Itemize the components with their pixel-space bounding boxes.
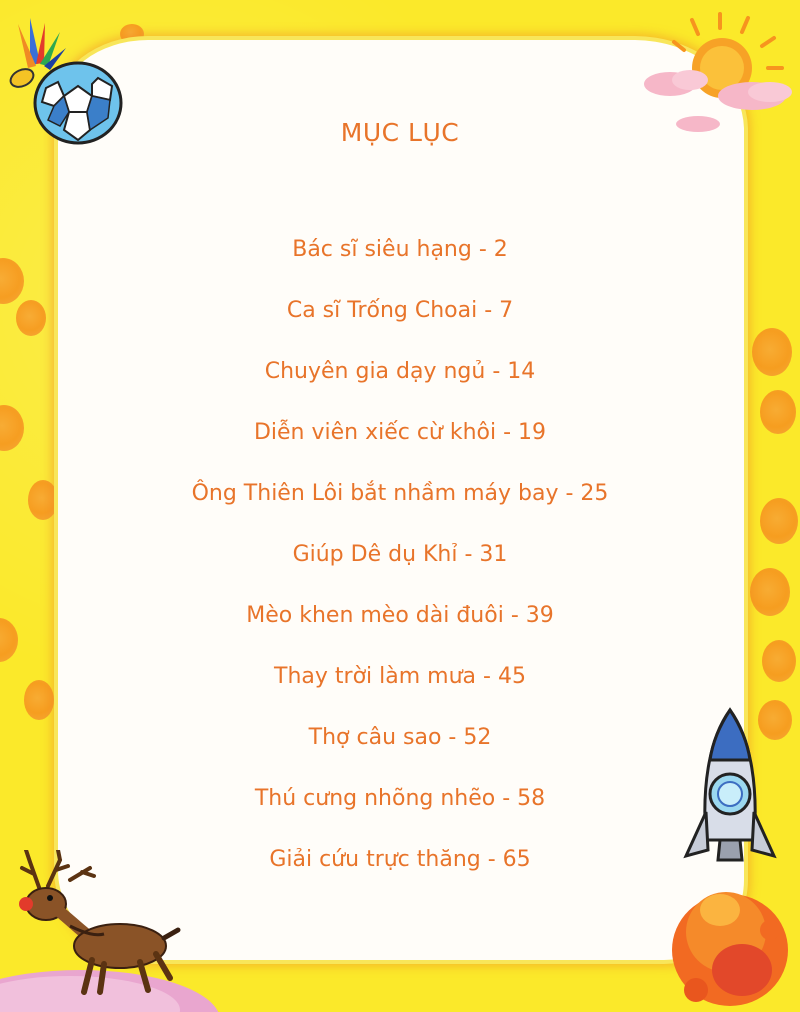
toc-item[interactable]: Diễn viên xiếc cừ khôi - 19 <box>253 420 547 445</box>
toc-item[interactable]: Ca sĩ Trống Choai - 7 <box>286 298 514 323</box>
toc-item[interactable]: Thay trời làm mưa - 45 <box>274 664 526 689</box>
toc-item[interactable]: Giải cứu trực thăng - 65 <box>269 847 531 872</box>
toc-item[interactable]: Thú cưng nhõng nhẽo - 58 <box>254 786 546 811</box>
toc-item[interactable]: Thợ câu sao - 52 <box>308 725 492 750</box>
toc-item[interactable]: Ông Thiên Lôi bắt nhầm máy bay - 25 <box>191 481 609 506</box>
page-title: MỤC LỤC <box>340 118 460 147</box>
toc-item[interactable]: Giúp Dê dụ Khỉ - 31 <box>292 542 508 567</box>
toc-item[interactable]: Chuyên gia dạy ngủ - 14 <box>264 359 536 384</box>
reindeer-icon <box>0 850 240 1012</box>
toc-item[interactable]: Mèo khen mèo dài đuôi - 39 <box>246 603 554 628</box>
rocket-icon <box>660 700 800 1012</box>
toc-item[interactable]: Bác sĩ siêu hạng - 2 <box>292 237 508 262</box>
